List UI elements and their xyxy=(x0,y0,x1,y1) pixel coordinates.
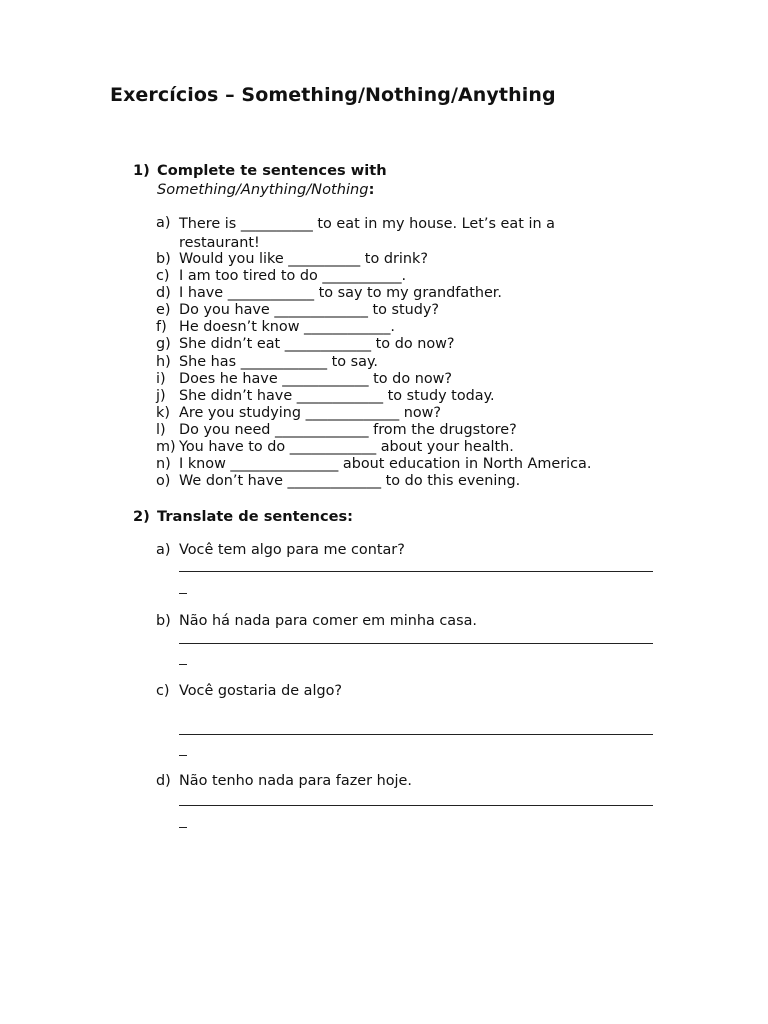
item-letter: l) xyxy=(156,421,166,438)
item-text: Are you studying _____________ now? xyxy=(179,404,442,421)
item-letter: i) xyxy=(156,370,166,387)
section-1-heading-text: Complete te sentences with xyxy=(157,162,387,179)
item-text: She has ____________ to say. xyxy=(179,353,378,370)
item-letter: c) xyxy=(156,683,170,699)
list-item xyxy=(156,319,656,336)
item-text: Would you like __________ to drink? xyxy=(179,251,428,267)
item-letter: a) xyxy=(156,215,171,231)
page-title: Exercícios – Something/Nothing/Anything xyxy=(110,84,556,106)
answer-line-overflow xyxy=(179,593,187,594)
item-letter: b) xyxy=(156,613,171,629)
item-letter: c) xyxy=(156,268,170,285)
answer-line-overflow xyxy=(179,664,187,665)
translation-item-c xyxy=(156,682,656,700)
item-letter: d) xyxy=(156,773,171,789)
item-text: She didn’t eat ____________ to do now? xyxy=(179,336,455,353)
translation-prompt xyxy=(156,682,656,700)
item-letter: k) xyxy=(156,404,170,421)
section-1-subheading-text: Something/Anything/Nothing xyxy=(157,181,369,198)
translation-prompt xyxy=(156,612,656,630)
section-1-heading xyxy=(133,161,387,180)
item-text: Não há nada para comer em minha casa. xyxy=(179,613,478,629)
list-item xyxy=(156,251,656,268)
list-item xyxy=(156,336,656,353)
item-text: He doesn’t know ____________. xyxy=(179,319,395,336)
item-text: I know _______________ about education in North America. xyxy=(179,456,592,473)
item-text: We don’t have _____________ to do this evening. xyxy=(179,473,521,490)
item-letter: j) xyxy=(156,387,166,404)
list-item xyxy=(156,439,656,456)
answer-line-overflow xyxy=(179,755,187,756)
item-letter: d) xyxy=(156,285,171,302)
section-2-heading-text: Translate de sentences: xyxy=(157,508,354,525)
item-text: I am too tired to do ___________. xyxy=(179,268,407,285)
list-item xyxy=(156,371,656,388)
translation-item-d xyxy=(156,772,656,790)
answer-line-overflow xyxy=(179,827,187,828)
translation-item-b xyxy=(156,612,656,630)
section-1-subheading-colon: : xyxy=(368,181,375,198)
list-item xyxy=(156,215,656,253)
list-item xyxy=(156,354,656,371)
answer-line xyxy=(179,805,653,806)
item-text: Você tem algo para me contar? xyxy=(179,542,405,558)
item-text: There is __________ to eat in my house. Let’s eat in a restaurant! xyxy=(179,216,555,251)
item-letter: g) xyxy=(156,336,171,353)
item-text: Does he have ____________ to do now? xyxy=(179,370,453,387)
answer-line xyxy=(179,643,653,644)
section-2-number: 2) xyxy=(133,508,150,525)
item-text: I have ____________ to say to my grandfather. xyxy=(179,285,502,302)
item-text: Do you need _____________ from the drugstore? xyxy=(179,421,517,438)
item-letter: a) xyxy=(156,542,171,558)
answer-line xyxy=(179,571,653,572)
item-letter: m) xyxy=(156,439,176,456)
list-item xyxy=(156,268,656,285)
translation-prompt xyxy=(156,541,656,559)
item-text: Do you have _____________ to study? xyxy=(179,302,440,319)
item-letter: o) xyxy=(156,473,171,490)
list-item xyxy=(156,456,656,473)
list-item xyxy=(156,285,656,302)
item-text: You have to do ____________ about your health. xyxy=(179,439,514,456)
item-letter: h) xyxy=(156,353,171,370)
item-text: Não tenho nada para fazer hoje. xyxy=(179,773,412,789)
item-letter: n) xyxy=(156,456,171,473)
translation-prompt xyxy=(156,772,656,790)
section-2-heading xyxy=(133,507,353,526)
list-item xyxy=(156,302,656,319)
list-item xyxy=(156,405,656,422)
translation-item-a xyxy=(156,541,656,559)
list-item xyxy=(156,422,656,439)
item-text: She didn’t have ____________ to study today. xyxy=(179,387,495,404)
answer-line xyxy=(179,734,653,735)
item-letter: b) xyxy=(156,251,171,267)
list-item xyxy=(156,473,656,490)
section-1-number: 1) xyxy=(133,162,150,179)
item-text: Você gostaria de algo? xyxy=(179,683,343,699)
section-1-subheading xyxy=(157,180,374,199)
item-letter: f) xyxy=(156,319,167,336)
list-item xyxy=(156,388,656,405)
item-letter: e) xyxy=(156,302,171,319)
exercise-1-list xyxy=(156,215,656,490)
